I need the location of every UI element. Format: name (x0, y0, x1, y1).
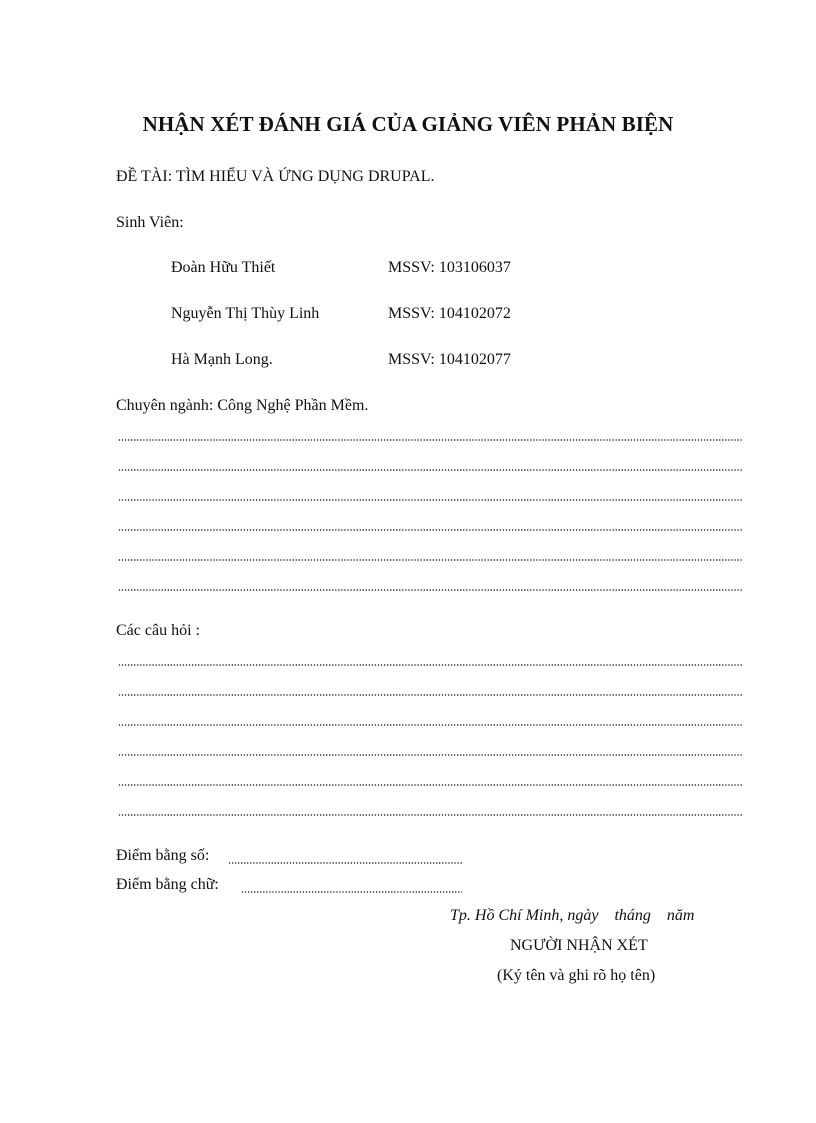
question-line[interactable] (118, 784, 742, 786)
question-line[interactable] (118, 754, 742, 756)
signature-instruction: (Ký tên và ghi rõ họ tên) (497, 967, 656, 984)
question-line[interactable] (118, 724, 742, 726)
students-label: Sinh Viên: (116, 214, 184, 231)
score-text-label: Điểm bằng chữ: (116, 876, 219, 893)
student-id: MSSV: 104102072 (388, 305, 511, 322)
comment-line[interactable] (118, 439, 742, 441)
score-text-field[interactable] (241, 891, 462, 893)
comment-line[interactable] (118, 499, 742, 501)
question-line[interactable] (118, 694, 742, 696)
question-line[interactable] (118, 664, 742, 666)
comment-line[interactable] (118, 559, 742, 561)
student-id: MSSV: 104102077 (388, 351, 511, 368)
question-line[interactable] (118, 814, 742, 816)
score-number-field[interactable] (228, 862, 462, 864)
place-date: Tp. Hồ Chí Minh, ngày tháng năm (450, 907, 695, 924)
student-name: Đoàn Hữu Thiết (171, 259, 276, 276)
student-name: Nguyễn Thị Thùy Linh (171, 305, 320, 322)
student-id: MSSV: 103106037 (388, 259, 511, 276)
reviewer-role: NGƯỜI NHẬN XÉT (510, 937, 648, 954)
page-title: NHẬN XÉT ĐÁNH GIÁ CỦA GIẢNG VIÊN PHẢN BIỆN (142, 112, 674, 136)
score-number-label: Điểm bằng số: (116, 847, 210, 864)
topic-line: ĐỀ TÀI: TÌM HIỂU VÀ ỨNG DỤNG DRUPAL. (116, 168, 435, 185)
comment-line[interactable] (118, 589, 742, 591)
major-line: Chuyên ngành: Công Nghệ Phần Mềm. (116, 397, 369, 414)
questions-label: Các câu hỏi : (116, 622, 200, 639)
comment-line[interactable] (118, 469, 742, 471)
student-name: Hà Mạnh Long. (171, 351, 273, 368)
comment-line[interactable] (118, 529, 742, 531)
